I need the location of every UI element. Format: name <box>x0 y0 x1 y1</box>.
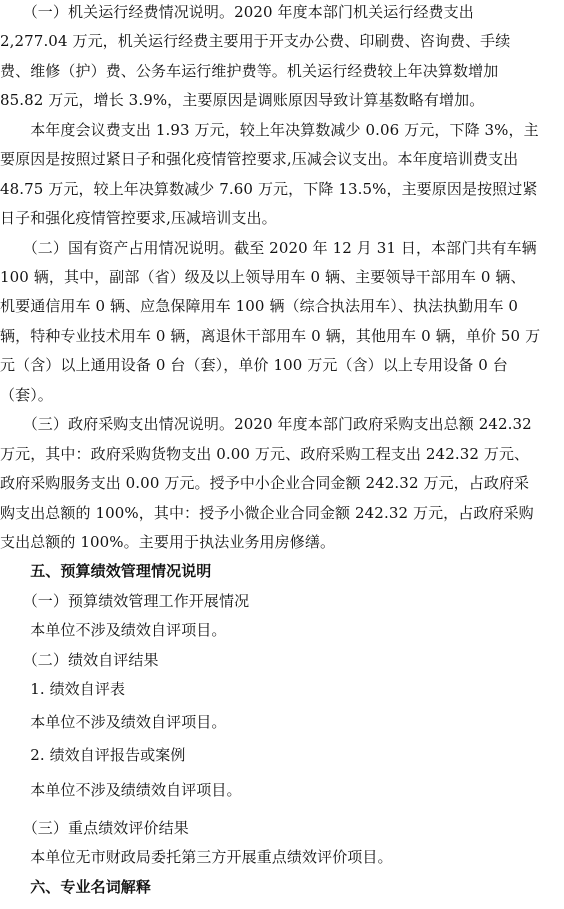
paragraph-line: 机要通信用车 0 辆、应急保障用车 100 辆（综合执法用车）、执法执勤用车 0 <box>0 297 519 315</box>
paragraph-line: （一）机关运行经费情况说明。2020 年度本部门机关运行经费支出 <box>0 3 474 21</box>
paragraph-line: 2,277.04 万元，机关运行经费主要用于开支办公费、印刷费、咨询费、手续 <box>0 32 511 50</box>
paragraph-line: 辆，特种专业技术用车 0 辆，离退休干部用车 0 辆，其他用车 0 辆，单价 50 万 <box>0 327 541 345</box>
list-item-heading: 1. 绩效自评表 <box>0 680 126 698</box>
paragraph-line: 本单位不涉及绩效自评项目。 <box>0 713 227 731</box>
paragraph-line: 日子和强化疫情管控要求,压减培训支出。 <box>0 209 277 227</box>
paragraph-line: （二）国有资产占用情况说明。截至 2020 年 12 月 31 日，本部门共有车辆 <box>0 239 537 257</box>
section-heading: 六、专业名词解释 <box>0 878 152 896</box>
subsection-heading: （三）重点绩效评价结果 <box>0 819 189 837</box>
paragraph-line: 100 辆，其中，副部（省）级及以上领导用车 0 辆、主要领导干部用车 0 辆、 <box>0 268 526 286</box>
subsection-heading: （二）绩效自评结果 <box>0 651 159 669</box>
paragraph-line: 元（含）以上通用设备 0 台（套），单价 100 万元（含）以上专用设备 0 台 <box>0 356 508 374</box>
list-item-heading: 2. 绩效自评报告或案例 <box>0 746 186 764</box>
paragraph-line: 48.75 万元，较上年决算数减少 7.60 万元，下降 13.5%，主要原因是按照过紧 <box>0 180 538 198</box>
paragraph-line: 本年度会议费支出 1.93 万元，较上年决算数减少 0.06 万元，下降 3%，主 <box>0 121 539 139</box>
paragraph-line: （三）政府采购支出情况说明。2020 年度本部门政府采购支出总额 242.32 <box>0 415 532 433</box>
paragraph-line: 本单位不涉及绩效自评项目。 <box>0 621 227 639</box>
paragraph-line: 购支出总额的 100%，其中：授予小微企业合同金额 242.32 万元，占政府采购 <box>0 504 534 522</box>
paragraph-line: 本单位无市财政局委托第三方开展重点绩效评价项目。 <box>0 848 393 866</box>
paragraph-line: 万元，其中：政府采购货物支出 0.00 万元、政府采购工程支出 242.32 万元、 <box>0 445 530 463</box>
paragraph-line: （套）。 <box>0 386 53 404</box>
paragraph-line: 85.82 万元，增长 3.9%，主要原因是调账原因导致计算基数略有增加。 <box>0 91 485 109</box>
subsection-heading: （一）预算绩效管理工作开展情况 <box>0 592 250 610</box>
paragraph-line: 政府采购服务支出 0.00 万元。授予中小企业合同金额 242.32 万元，占政府采 <box>0 474 530 492</box>
paragraph-line: 费、维修（护）费、公务车运行维护费等。机关运行经费较上年决算数增加 <box>0 62 499 80</box>
paragraph-line: 要原因是按照过紧日子和强化疫情管控要求,压减会议支出。本年度培训费支出 <box>0 150 519 168</box>
section-heading: 五、预算绩效管理情况说明 <box>0 562 212 580</box>
paragraph-line: 本单位不涉及绩绩效自评项目。 <box>0 781 242 799</box>
paragraph-line: 支出总额的 100%。主要用于执法业务用房修缮。 <box>0 533 336 551</box>
